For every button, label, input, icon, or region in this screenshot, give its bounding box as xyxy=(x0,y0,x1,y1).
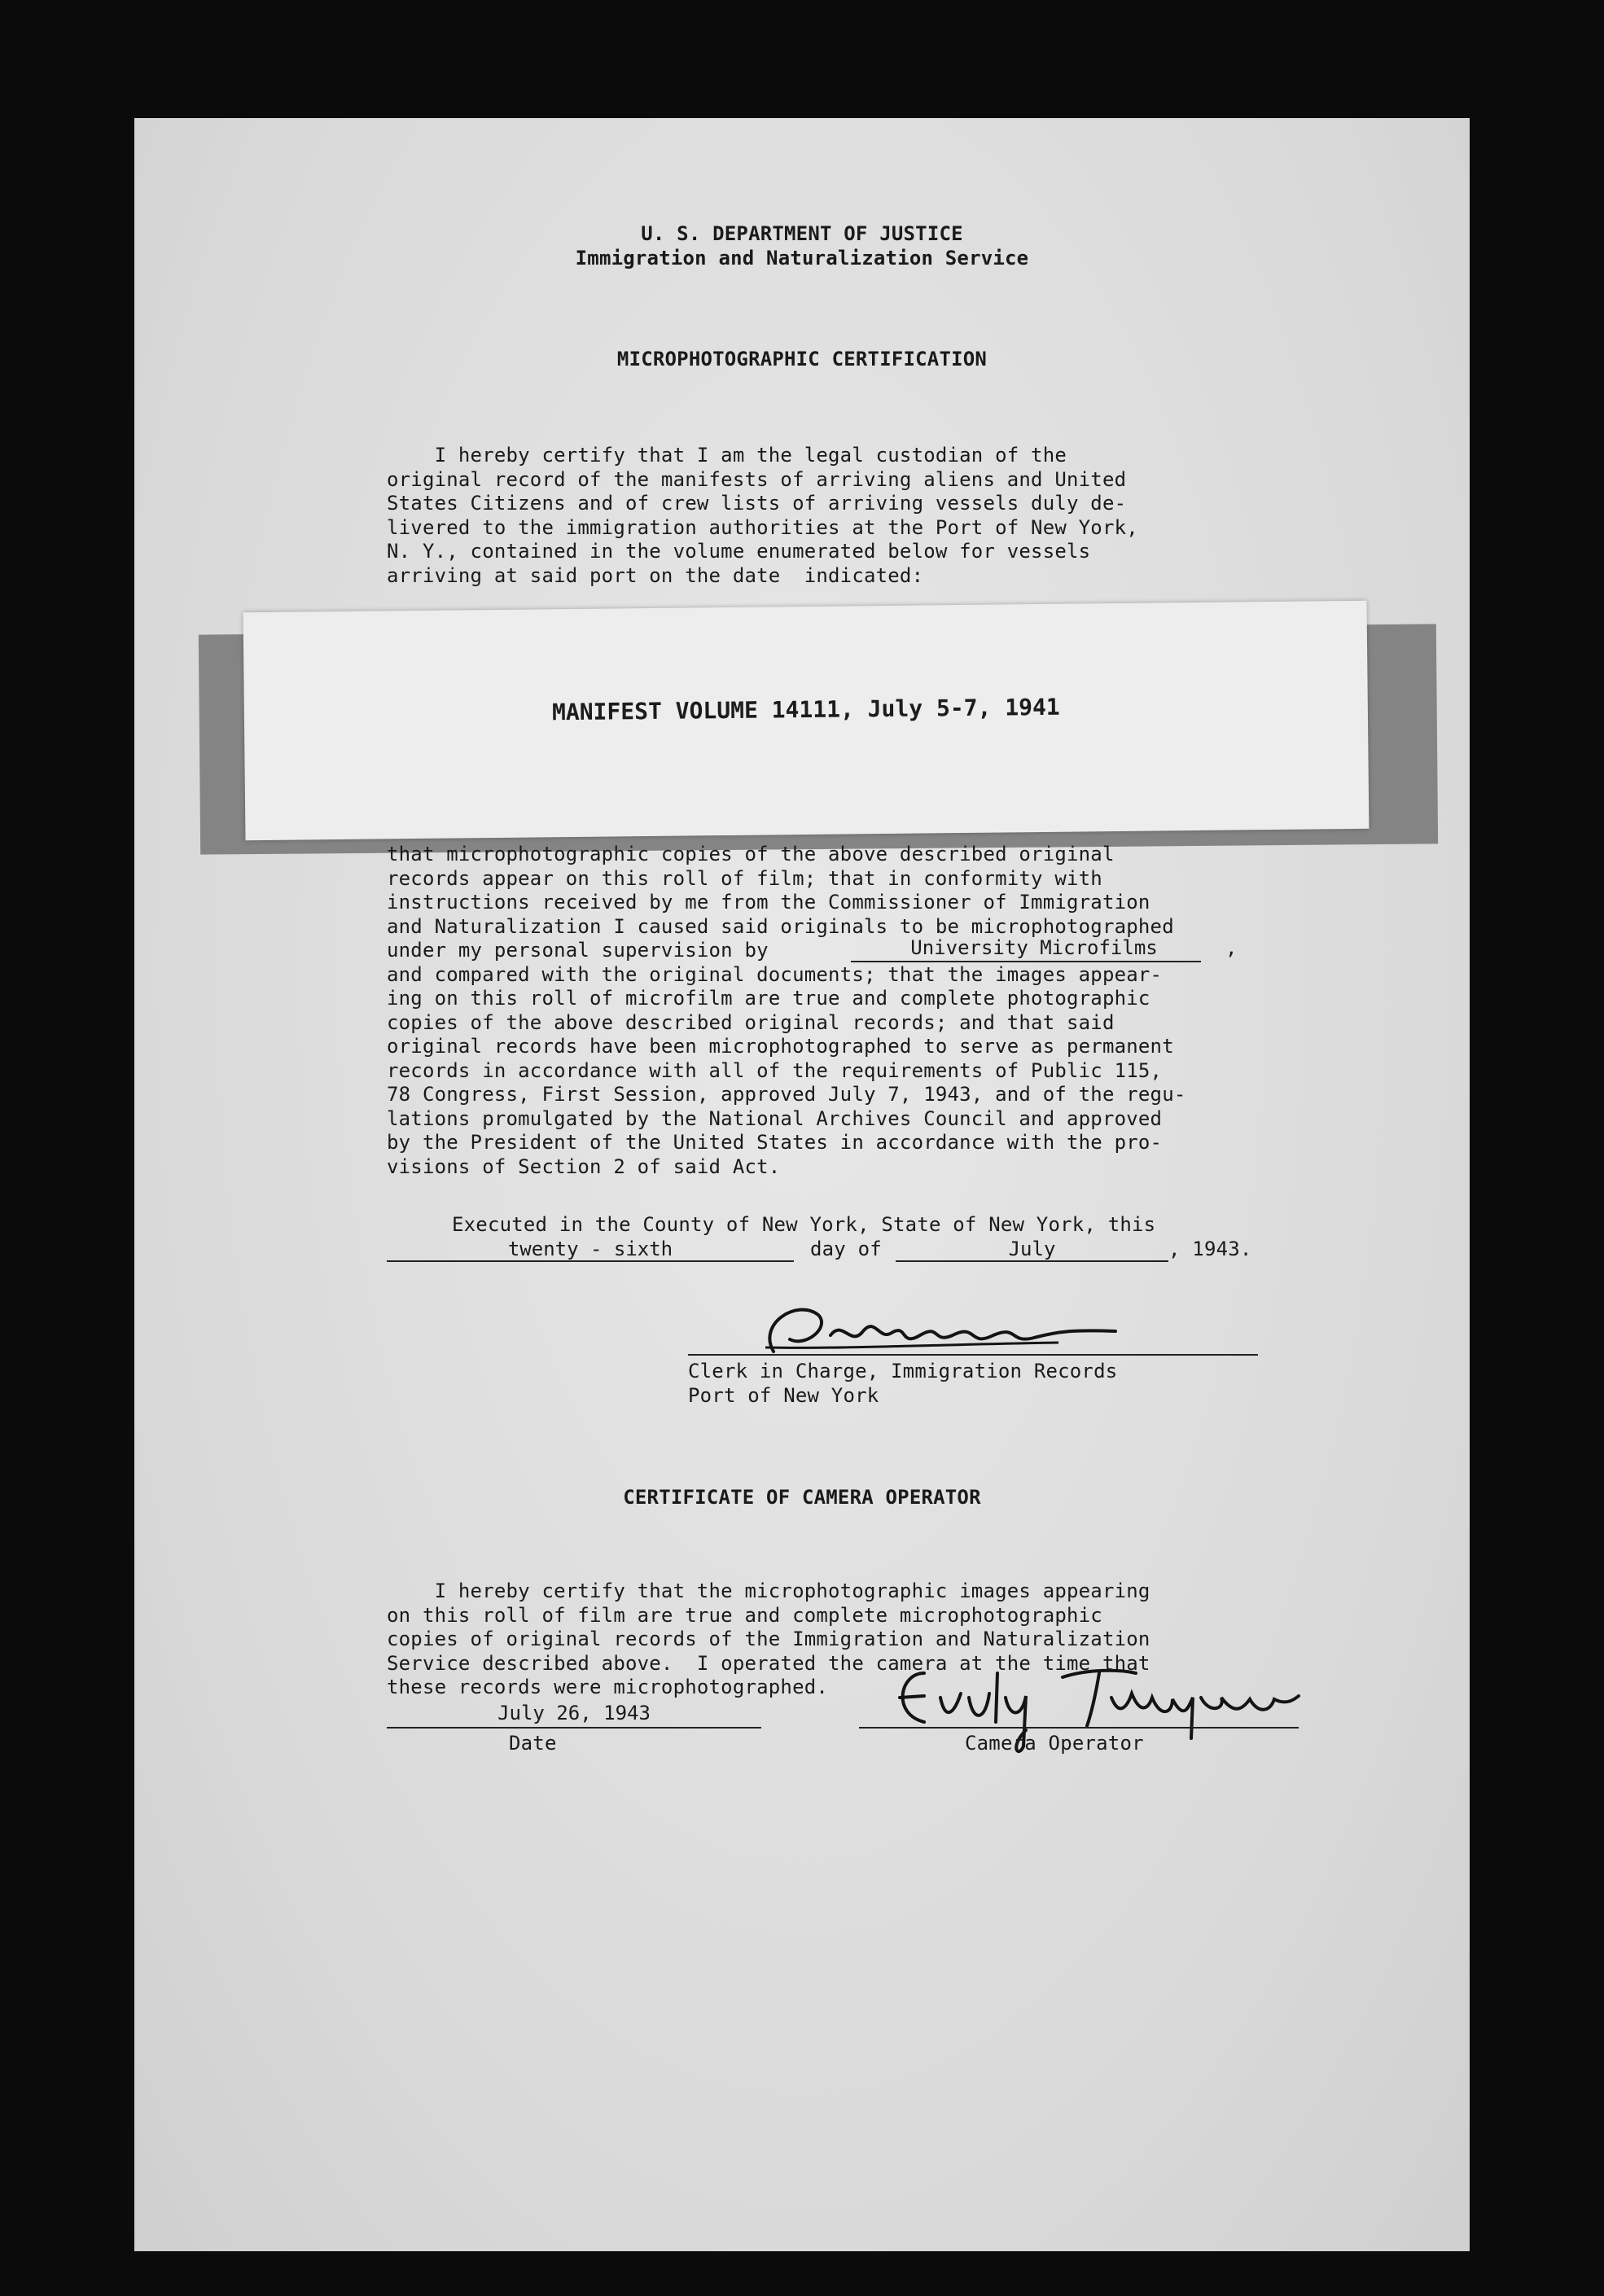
body-line: 78 Congress, First Session, approved July 7, 1943, and of the regu- xyxy=(387,1083,1186,1106)
body-line: records appear on this roll of film; that in conformity with xyxy=(387,866,1102,890)
body-line: that microphotographic copies of the above described original xyxy=(387,843,1115,865)
intro-line: N. Y., contained in the volume enumerated below for vessels xyxy=(387,540,1091,563)
operator-underline xyxy=(859,1727,1299,1729)
year-value: , 1943. xyxy=(1168,1238,1252,1260)
operator-label: Camera Operator xyxy=(965,1732,1144,1755)
body-line: and Naturalization I caused said originals to be microphotographed xyxy=(387,914,1174,938)
supervisor-value: University Microfilms xyxy=(910,936,1158,959)
clerk-port: Port of New York xyxy=(688,1384,879,1407)
manifest-volume-text: MANIFEST VOLUME 14111, July 5-7, 1941 xyxy=(551,693,1060,726)
clerk-title: Clerk in Charge, Immigration Records xyxy=(688,1360,1118,1382)
body-line: under my personal supervision by xyxy=(387,939,769,962)
camera-line: on this roll of film are true and complete microphotographic xyxy=(387,1603,1102,1627)
certificate-page xyxy=(134,118,1470,2251)
body-line: by the President of the United States in accordance with the pro- xyxy=(387,1131,1163,1154)
clerk-signature-text xyxy=(818,1290,874,1299)
camera-line: Service described above. I operated the camera at the time that xyxy=(387,1651,1150,1675)
intro-line: I hereby certify that I am the legal custodian of the xyxy=(387,444,1067,467)
intro-line: original record of the manifests of arriving aliens and United xyxy=(387,467,1127,491)
supervisor-underline xyxy=(851,961,1201,962)
date-underline xyxy=(387,1727,761,1729)
date-label: Date xyxy=(509,1732,557,1755)
camera-line: copies of original records of the Immigration and Naturalization xyxy=(387,1628,1150,1650)
body-line: ing on this roll of microfilm are true and complete photographic xyxy=(387,987,1150,1010)
month-value: July xyxy=(1008,1238,1056,1260)
department-heading: U. S. DEPARTMENT OF JUSTICE xyxy=(641,222,963,245)
intro-line: States Citizens and of crew lists of arriving vessels duly de- xyxy=(387,492,1127,515)
month-underline xyxy=(896,1260,1168,1262)
body-paragraph xyxy=(387,843,1186,1179)
body-line: original records have been microphotographed to serve as permanent xyxy=(387,1035,1174,1058)
manifest-slip xyxy=(243,601,1370,840)
supervisor-comma: , xyxy=(1225,936,1238,959)
camera-certificate-title: CERTIFICATE OF CAMERA OPERATOR xyxy=(623,1486,981,1509)
service-heading: Immigration and Naturalization Service xyxy=(575,247,1029,269)
day-underline xyxy=(387,1260,794,1262)
body-line: visions of Section 2 of said Act. xyxy=(387,1155,781,1178)
body-line: lations promulgated by the National Archives Council and approved xyxy=(387,1106,1163,1130)
clerk-signature-line xyxy=(688,1354,1258,1356)
body-line: records in accordance with all of the requirements of Public 115, xyxy=(387,1058,1163,1082)
intro-paragraph xyxy=(387,444,1138,588)
intro-line: arriving at said port on the date indicated: xyxy=(387,563,924,587)
day-value: twenty - sixth xyxy=(507,1238,673,1260)
camera-line: these records were microphotographed. xyxy=(387,1676,829,1698)
camera-line: I hereby certify that the microphotographic images appearing xyxy=(387,1580,1150,1602)
operator-signature-text xyxy=(949,1665,1022,1674)
body-line: copies of the above described original records; and that said xyxy=(387,1010,1115,1034)
body-line: instructions received by me from the Commissioner of Immigration xyxy=(387,891,1150,914)
date-value: July 26, 1943 xyxy=(497,1702,651,1724)
intro-line: livered to the immigration authorities at the Port of New York, xyxy=(387,515,1138,539)
certification-title: MICROPHOTOGRAPHIC CERTIFICATION xyxy=(616,348,988,370)
executed-line: Executed in the County of New York, State of New York, this xyxy=(452,1213,1156,1236)
day-label: day of xyxy=(810,1238,882,1260)
body-line: and compared with the original documents; that the images appear- xyxy=(387,962,1163,986)
